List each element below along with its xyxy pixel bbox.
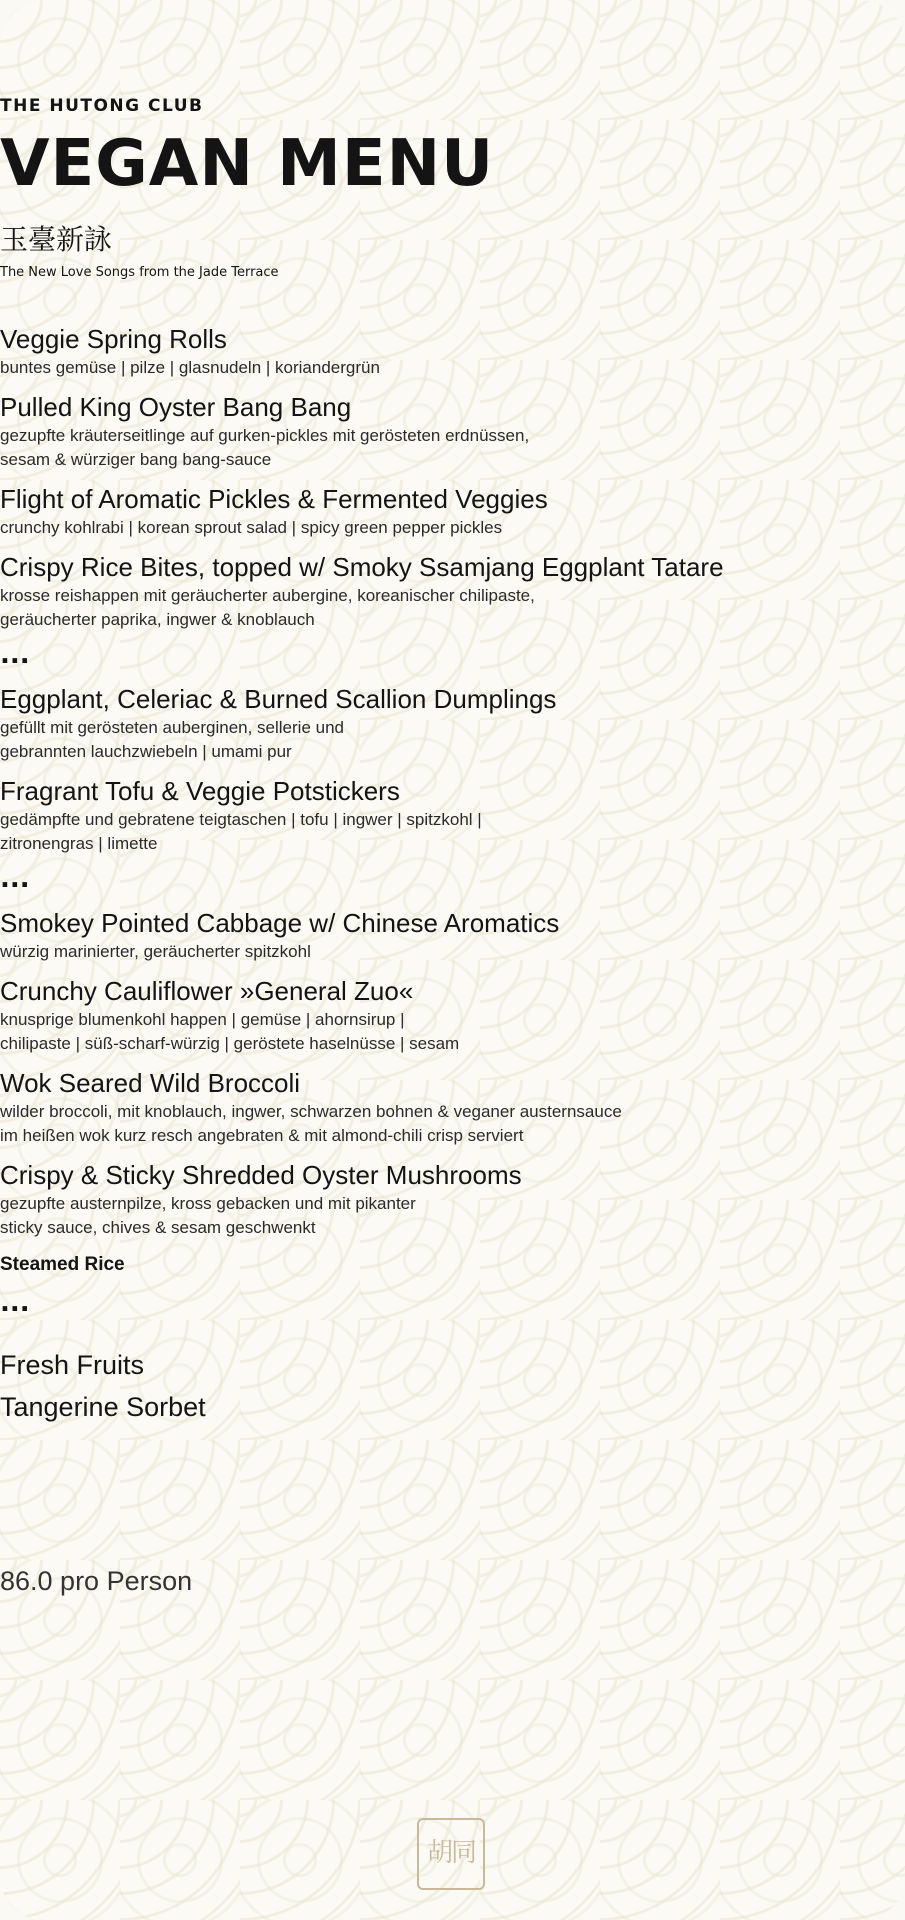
dish-description: geräucherter paprika, ingwer & knoblauch <box>0 610 315 629</box>
menu-list <box>0 322 905 1428</box>
dish-description: wilder broccoli, mit knoblauch, ingwer, schwarzen bohnen & veganer austernsauce <box>0 1102 622 1121</box>
dish-description: knusprige blumenkohl happen | gemüse | ahornsirup | <box>0 1010 405 1029</box>
dish-description: gebrannten lauchzwiebeln | umami pur <box>0 742 292 761</box>
dish-name: Flight of Aromatic Pickles & Fermented Veggies <box>0 484 548 514</box>
dish-name: Crispy Rice Bites, topped w/ Smoky Ssamjang Eggplant Tatare <box>0 552 724 582</box>
dish-name: Veggie Spring Rolls <box>0 324 227 354</box>
dish-description: gezupfte kräuterseitlinge auf gurken-pickles mit gerösteten erdnüssen, <box>0 426 530 445</box>
dish-name: Crispy & Sticky Shredded Oyster Mushrooms <box>0 1160 522 1190</box>
dish-description: crunchy kohlrabi | korean sprout salad | spicy green pepper pickles <box>0 518 503 537</box>
dessert-item: Tangerine Sorbet <box>0 1392 206 1422</box>
chinese-title: 玉臺新詠 <box>0 223 113 256</box>
dish-description: würzig marinierter, geräucherter spitzkohl <box>0 942 311 961</box>
dish-description: krosse reishappen mit geräucherter aubergine, koreanischer chilipaste, <box>0 586 535 605</box>
dish-name: Fragrant Tofu & Veggie Potstickers <box>0 776 400 806</box>
dish-item <box>0 482 905 540</box>
dish-item <box>0 1066 905 1148</box>
dessert-item: Fresh Fruits <box>0 1350 145 1380</box>
club-name: THE HUTONG CLUB <box>0 96 204 116</box>
hutong-logo: 胡同 <box>417 1818 485 1890</box>
dish-name: Eggplant, Celeriac & Burned Scallion Dumplings <box>0 684 557 714</box>
dish-name: Pulled King Oyster Bang Bang <box>0 392 352 422</box>
dish-item <box>0 390 905 472</box>
section-separator: ... <box>0 864 30 894</box>
dish-description: im heißen wok kurz resch angebraten & mit almond-chili crisp serviert <box>0 1126 524 1145</box>
dish-description: zitronengras | limette <box>0 834 158 853</box>
dish-item <box>0 682 905 764</box>
menu-title: VEGAN MENU <box>0 127 495 201</box>
dish-description: sesam & würziger bang bang-sauce <box>0 450 272 469</box>
dish-name: Wok Seared Wild Broccoli <box>0 1068 301 1098</box>
dish-name: Crunchy Cauliflower »General Zuo« <box>0 976 414 1006</box>
dish-description: gedämpfte und gebratene teigtaschen | tofu | ingwer | spitzkohl | <box>0 810 482 829</box>
price-per-person: 86.0 pro Person <box>0 1566 193 1596</box>
dish-description: gezupfte austernpilze, kross gebacken und mit pikanter <box>0 1194 416 1213</box>
side-dish: Steamed Rice <box>0 1254 125 1275</box>
dish-description: chilipaste | süß-scharf-würzig | geröstete haselnüsse | sesam <box>0 1034 460 1053</box>
section-separator: ... <box>0 640 30 670</box>
dish-item <box>0 774 905 856</box>
dish-description: gefüllt mit gerösteten auberginen, sellerie und <box>0 718 344 737</box>
section-separator: ... <box>0 1288 30 1318</box>
dish-item <box>0 1158 905 1240</box>
dish-description: sticky sauce, chives & sesam geschwenkt <box>0 1218 316 1237</box>
dish-item <box>0 322 905 380</box>
dish-description: buntes gemüse | pilze | glasnudeln | koriandergrün <box>0 358 380 377</box>
dish-item <box>0 906 905 964</box>
dish-item <box>0 974 905 1056</box>
menu-subtitle: The New Love Songs from the Jade Terrace <box>0 265 279 280</box>
dish-name: Smokey Pointed Cabbage w/ Chinese Aromatics <box>0 908 560 938</box>
dish-item <box>0 550 905 632</box>
